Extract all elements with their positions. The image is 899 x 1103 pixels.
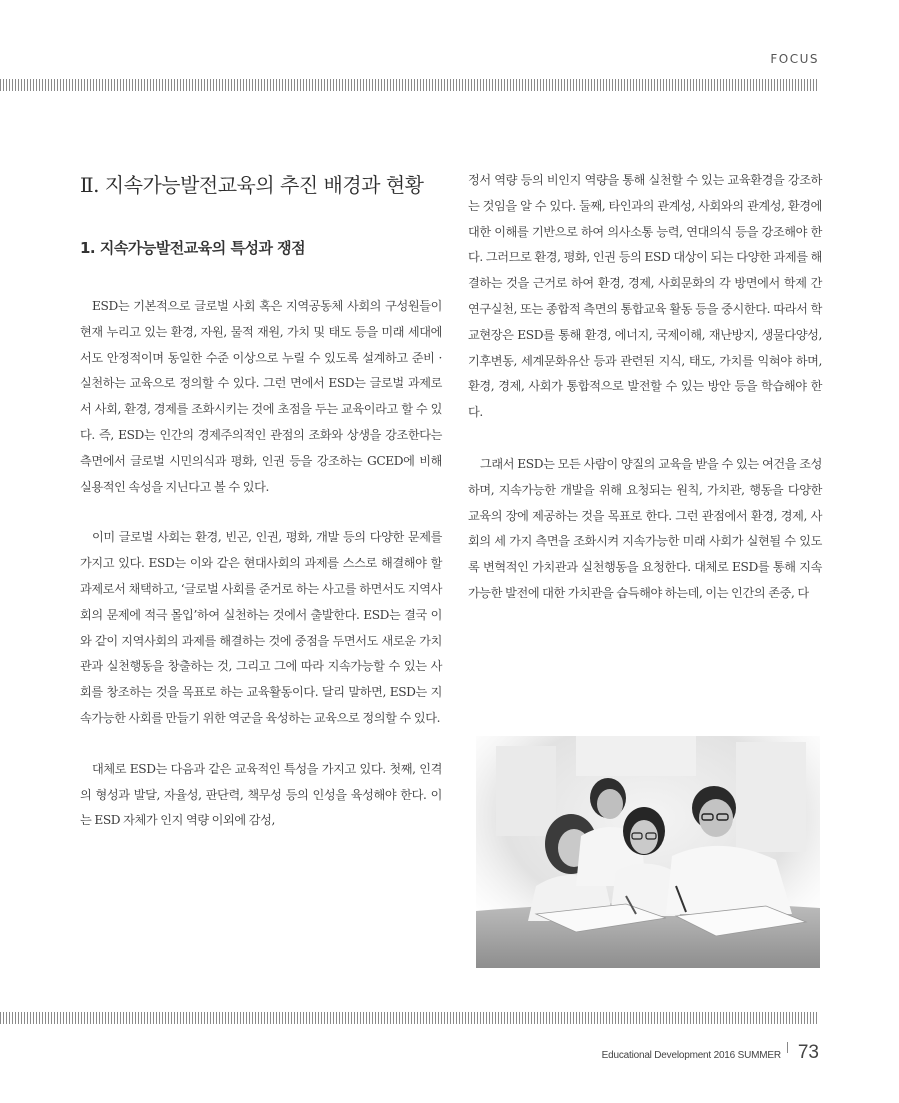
paragraph: 이미 글로벌 사회는 환경, 빈곤, 인권, 평화, 개발 등의 다양한 문제를 가지고 있다. ESD는 이와 같은 현대사회의 과제를 스스로 해결해야 할 과제로서 채택하고, ‘글로벌 사회를 준거로 하는 사고를 하면서도 지역사회의 문제에 적극 몰입’하여 실천하는 것에서 출발한다. ESD는 결국 이와 같이 지역사회의 과제를 해결하는 것에 중점을 두면서도 새로운 가치관과 실천행동을 창출하는 것, 그리고 그에 따라 지속가능할 수 있는 사회를 창조하는 것을 목표로 하는 교육활동이다. 달리 말하면, ESD는 지속가능한 사회를 만들기 위한 역군을 육성하는 교육으로 정의할 수 있다. (80, 530, 442, 725)
top-hatch-rule (0, 79, 818, 91)
paragraph: 대체로 ESD는 다음과 같은 교육적인 특성을 가지고 있다. 첫째, 인격의 형성과 발달, 자율성, 판단력, 책무성 등의 인성을 육성해야 한다. 이는 ESD 자체가 인지 역량 이외에 감성, (80, 761, 442, 828)
paragraph: ESD는 기본적으로 글로벌 사회 혹은 지역공동체 사회의 구성원들이 현재 누리고 있는 환경, 자원, 물적 재원, 가치 및 태도 등을 미래 세대에서도 안정적이며 동일한 수준 이상으로 누릴 수 있도록 설계하고 준비 · 실천하는 교육으로 정의할 수 있다. 그런 면에서 ESD는 글로벌 과제로서 사회, 환경, 경제를 조화시키는 것에 초점을 두는 교육이라고 할 수 있다. 즉, ESD는 인간의 경제주의적인 관점의 조화와 상생을 강조한다는 측면에서 글로벌 시민의식과 평화, 인권 등을 강조하는 GCED에 비해 실용적인 속성을 지닌다고 볼 수 있다. (80, 299, 442, 494)
students-studying-photo (476, 736, 820, 968)
right-column (468, 168, 822, 607)
page-footer (602, 1042, 819, 1064)
page-number: 73 (797, 1042, 819, 1063)
left-column (80, 168, 442, 834)
section-title: Ⅱ. 지속가능발전교육의 추진 배경과 현황 (80, 173, 424, 197)
footer-separator (787, 1042, 788, 1053)
paragraph: 정서 역량 등의 비인지 역량을 통해 실천할 수 있는 교육환경을 강조하는 것임을 알 수 있다. 둘째, 타인과의 관계성, 사회와의 관계성, 환경에 대한 이해를 기반으로 하여 의사소통 능력, 연대의식 등을 강조해야 한다. 그러므로 환경, 평화, 인권 등의 ESD 대상이 되는 다양한 과제를 해결하는 것을 근거로 하여 환경, 경제, 사회문화의 각 방면에서 학제 간 연구실천, 또는 종합적 측면의 통합교육 활동 등을 중시한다. 따라서 학교현장은 ESD를 통해 환경, 에너지, 국제이해, 재난방지, 생물다양성, 기후변동, 세계문화유산 등과 관련된 지식, 태도, 가치를 익혀야 하며, 환경, 경제, 사회가 통합적으로 발전할 수 있는 방안 등을 학습해야 한다. (468, 173, 822, 420)
bottom-hatch-rule (0, 1012, 818, 1024)
paragraph: 그래서 ESD는 모든 사람이 양질의 교육을 받을 수 있는 여건을 조성하며, 지속가능한 개발을 위해 요청되는 원칙, 가치관, 행동을 다양한 교육의 장에 제공하는 것을 목표로 한다. 그런 관점에서 환경, 경제, 사회의 세 가지 측면을 조화시켜 지속가능한 미래 사회가 실현될 수 있도록 변혁적인 가치관과 실천행동을 요청한다. 대체로 ESD를 통해 지속가능한 발전에 대한 가치관을 습득해야 하는데, 이는 인간의 존중, 다 (468, 456, 822, 600)
publication-name: Educational Development 2016 SUMMER (601, 1050, 781, 1061)
section-label: FOCUS (770, 52, 819, 66)
subsection-title: 1. 지속가능발전교육의 특성과 쟁점 (80, 239, 306, 257)
